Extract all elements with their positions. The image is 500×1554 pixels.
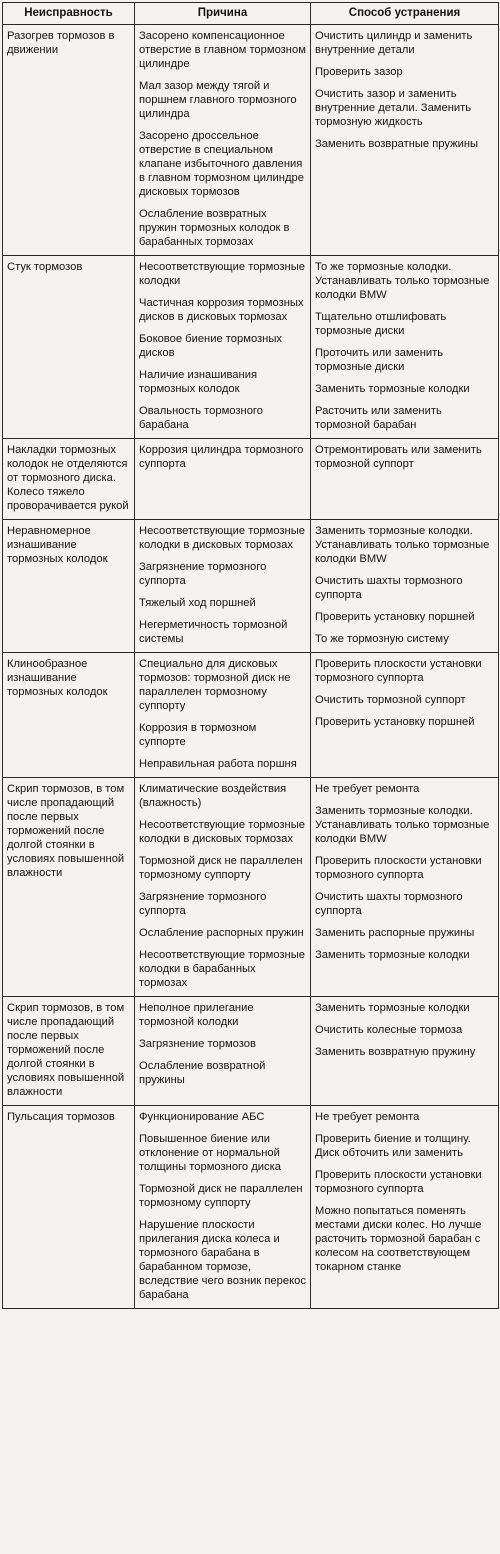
remedy-item: Очистить шахты тормозного суппорта xyxy=(315,575,463,601)
cause-item: Тормозной диск не параллелен тормозному суппорту xyxy=(139,1183,303,1209)
fault-cell: Клинообразное изнашивание тормозных колодок xyxy=(3,653,135,778)
remedy-item: Заменить тормозные колодки. Устанавливать только тормозные колодки BMW xyxy=(315,525,490,565)
header-fault: Неисправность xyxy=(3,3,135,25)
table-row xyxy=(3,256,499,439)
remedy-item: Заменить тормозные колодки. Устанавливать только тормозные колодки BMW xyxy=(315,805,490,845)
table-row xyxy=(3,25,499,256)
cause-item: Боковое биение тормозных дисков xyxy=(139,333,282,359)
remedy-item: Заменить тормозные колодки xyxy=(315,383,470,395)
cause-cell xyxy=(135,256,311,439)
cause-item: Функционирование АБС xyxy=(139,1111,265,1123)
remedy-item: Заменить тормозные колодки xyxy=(315,949,470,961)
remedy-item: Проверить биение и толщину. Диск обточить или заменить xyxy=(315,1133,471,1159)
remedy-item: Очистить зазор и заменить внутренние детали. Заменить тормозную жидкость xyxy=(315,88,472,128)
remedy-item: Проверить зазор xyxy=(315,66,403,78)
remedy-item: Заменить распорные пружины xyxy=(315,927,475,939)
cause-item: Повышенное биение или отклонение от нормальной толщины тормозного диска xyxy=(139,1133,281,1173)
fault-cell: Скрип тормозов, в том числе пропадающий после первых торможений после долгой стоянки в условиях повышенной влажности xyxy=(3,997,135,1106)
cause-item: Загрязнение тормозов xyxy=(139,1038,256,1050)
cause-item: Загрязнение тормозного суппорта xyxy=(139,891,267,917)
table-row xyxy=(3,439,499,520)
cause-item: Нарушение плоскости прилегания диска колеса и тормозного барабана в барабанном тормозе, вследствие чего возник перекос барабана xyxy=(139,1219,306,1301)
cause-item: Наличие изнашивания тормозных колодок xyxy=(139,369,258,395)
remedy-item: Заменить возвратную пружину xyxy=(315,1046,476,1058)
remedy-item: Проверить установку поршней xyxy=(315,716,475,728)
remedy-item: Проверить плоскости установки тормозного суппорта xyxy=(315,855,482,881)
remedy-cell xyxy=(311,1106,499,1309)
remedy-item: Не требует ремонта xyxy=(315,1111,420,1123)
fault-cell: Неравномерное изнашивание тормозных колодок xyxy=(3,520,135,653)
remedy-item: Проверить установку поршней xyxy=(315,611,475,623)
remedy-item: Проточить или заменить тормозные диски xyxy=(315,347,444,373)
remedy-cell xyxy=(311,653,499,778)
cause-cell xyxy=(135,439,311,520)
remedy-cell xyxy=(311,520,499,653)
cause-cell xyxy=(135,1106,311,1309)
cause-item: Специально для дисковых тормозов: тормозной диск не параллелен тормозному суппорту xyxy=(139,658,291,712)
remedy-item: То же тормозную систему xyxy=(315,633,449,645)
header-cause: Причина xyxy=(135,3,311,25)
cause-item: Климатические воздействия (влажность) xyxy=(139,783,287,809)
cause-item: Несоответствующие тормозные колодки в барабанных тормозах xyxy=(139,949,305,989)
cause-item: Неправильная работа поршня xyxy=(139,758,297,770)
cause-item: Овальность тормозного барабана xyxy=(139,405,263,431)
cause-item: Частичная коррозия тормозных дисков в дисковых тормозах xyxy=(139,297,304,323)
remedy-item: Не требует ремонта xyxy=(315,783,420,795)
remedy-item: Очистить цилиндр и заменить внутренние детали xyxy=(315,30,473,56)
cause-cell xyxy=(135,778,311,997)
header-remedy: Способ устранения xyxy=(311,3,499,25)
cause-item: Тяжелый ход поршней xyxy=(139,597,256,609)
cause-item: Неполное прилегание тормозной колодки xyxy=(139,1002,254,1028)
troubleshooting-table xyxy=(2,2,499,1309)
remedy-cell xyxy=(311,997,499,1106)
table-header-row xyxy=(3,3,499,25)
table-row xyxy=(3,520,499,653)
cause-cell xyxy=(135,25,311,256)
cause-item: Несоответствующие тормозные колодки в дисковых тормозах xyxy=(139,525,305,551)
remedy-item: Очистить шахты тормозного суппорта xyxy=(315,891,463,917)
cause-item: Коррозия в тормозном суппорте xyxy=(139,722,257,748)
remedy-item: То же тормозные колодки. Устанавливать только тормозные колодки BMW xyxy=(315,261,490,301)
remedy-item: Расточить или заменить тормозной барабан xyxy=(315,405,442,431)
cause-item: Коррозия цилиндра тормозного суппорта xyxy=(139,444,304,470)
remedy-item: Проверить плоскости установки тормозного суппорта xyxy=(315,1169,482,1195)
cause-item: Ослабление возвратных пружин тормозных колодок в барабанных тормозах xyxy=(139,208,290,248)
fault-cell: Пульсация тормозов xyxy=(3,1106,135,1309)
cause-item: Засорено дроссельное отверстие в специальном клапане избыточного давления в главном тормозном цилиндре дисковых тормозов xyxy=(139,130,304,198)
table-row xyxy=(3,653,499,778)
remedy-cell xyxy=(311,256,499,439)
table-row xyxy=(3,997,499,1106)
cause-cell xyxy=(135,653,311,778)
cause-item: Ослабление возвратной пружины xyxy=(139,1060,266,1086)
cause-item: Негерметичность тормозной системы xyxy=(139,619,288,645)
remedy-item: Заменить возвратные пружины xyxy=(315,138,479,150)
cause-item: Загрязнение тормозного суппорта xyxy=(139,561,267,587)
cause-cell xyxy=(135,997,311,1106)
cause-item: Мал зазор между тягой и поршнем главного тормозного цилиндра xyxy=(139,80,297,120)
remedy-item: Заменить тормозные колодки xyxy=(315,1002,470,1014)
remedy-item: Можно попытаться поменять местами диски колес. Но лучше расточить тормозной барабан с колесом на соответствующем токарном станке xyxy=(315,1205,482,1273)
remedy-cell xyxy=(311,439,499,520)
fault-cell: Скрип тормозов, в том числе пропадающий после первых торможений после долгой стоянки в условиях повышенной влажности xyxy=(3,778,135,997)
remedy-item: Очистить колесные тормоза xyxy=(315,1024,463,1036)
cause-item: Засорено компенсационное отверстие в главном тормозном цилиндре xyxy=(139,30,306,70)
table-row xyxy=(3,778,499,997)
remedy-item: Очистить тормозной суппорт xyxy=(315,694,466,706)
cause-item: Несоответствующие тормозные колодки xyxy=(139,261,305,287)
remedy-item: Проверить плоскости установки тормозного суппорта xyxy=(315,658,482,684)
fault-cell: Стук тормозов xyxy=(3,256,135,439)
table-row xyxy=(3,1106,499,1309)
remedy-item: Отремонтировать или заменить тормозной суппорт xyxy=(315,444,482,470)
remedy-cell xyxy=(311,25,499,256)
table-body xyxy=(3,25,499,1309)
remedy-item: Тщательно отшлифовать тормозные диски xyxy=(315,311,447,337)
fault-cell: Разогрев тормозов в движении xyxy=(3,25,135,256)
fault-cell: Накладки тормозных колодок не отделяются от тормозного диска. Колесо тяжело проворачивается рукой xyxy=(3,439,135,520)
cause-item: Ослабление распорных пружин xyxy=(139,927,304,939)
cause-item: Несоответствующие тормозные колодки в дисковых тормозах xyxy=(139,819,305,845)
remedy-cell xyxy=(311,778,499,997)
cause-item: Тормозной диск не параллелен тормозному суппорту xyxy=(139,855,303,881)
cause-cell xyxy=(135,520,311,653)
